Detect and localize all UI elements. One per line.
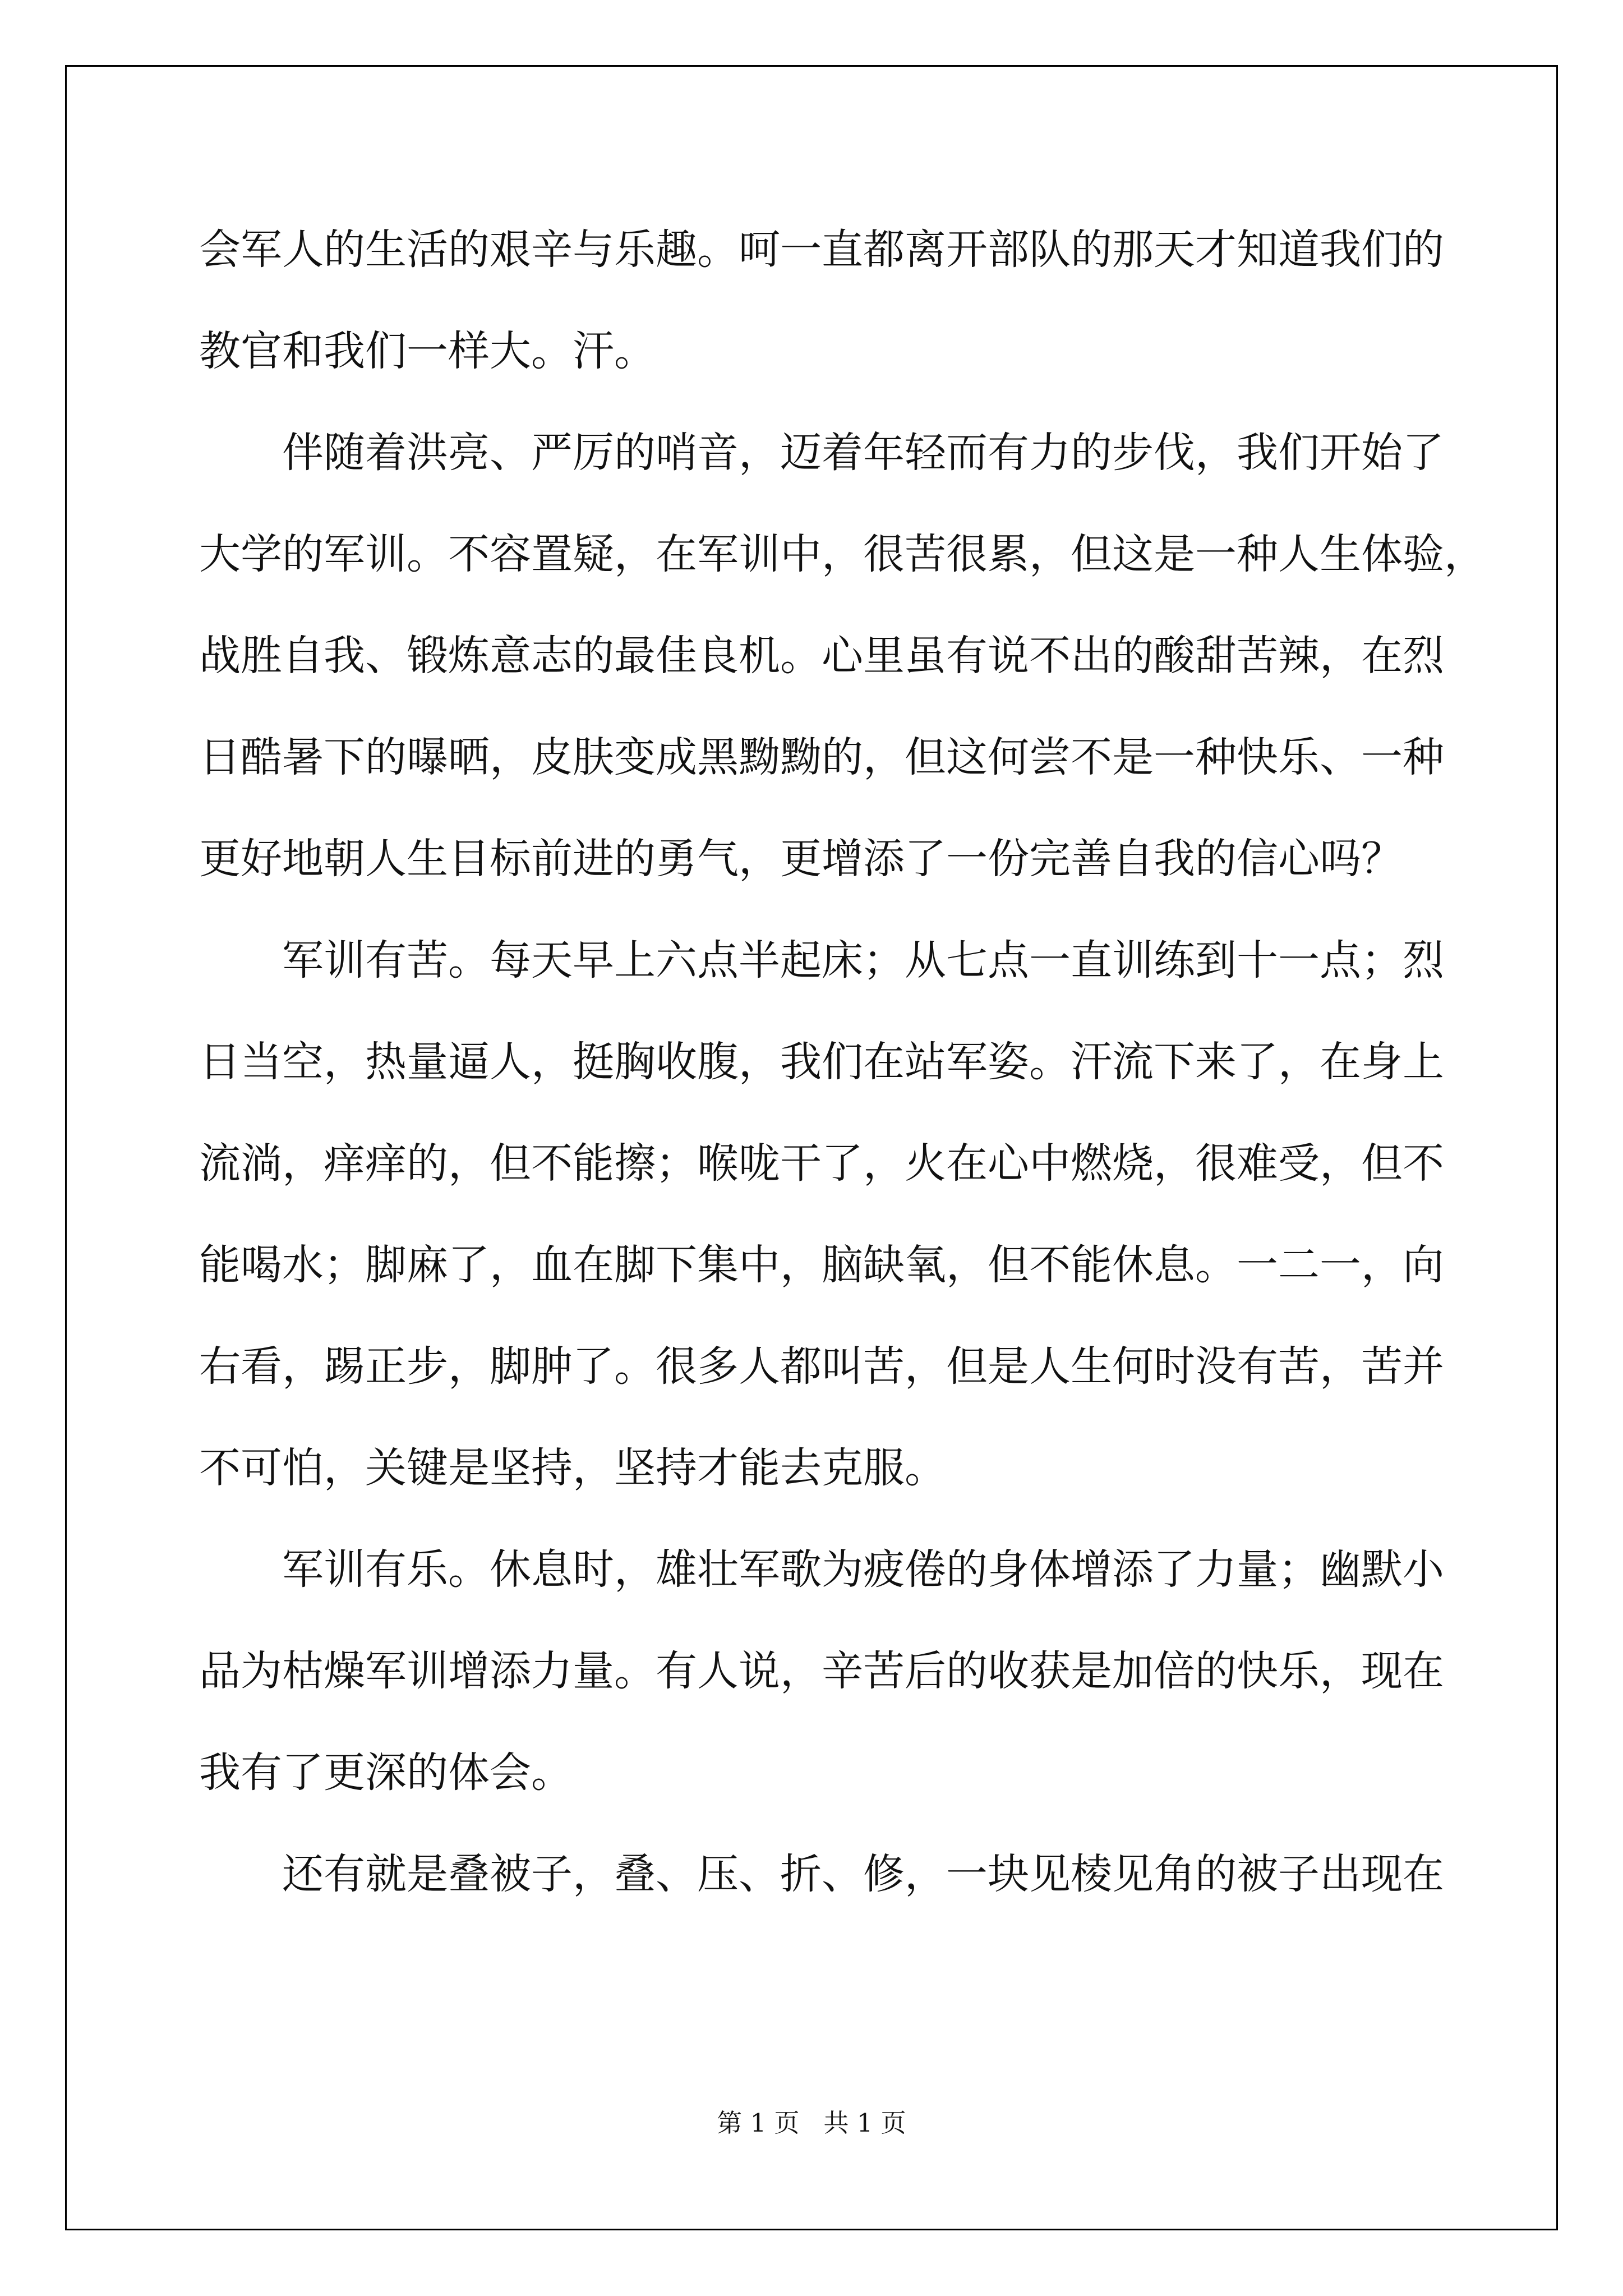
text-line: 能喝水；脚麻了，血在脚下集中，脑缺氧，但不能休息。一二一，向 xyxy=(199,1241,1444,1289)
document-body xyxy=(199,216,1486,1942)
text-line: 大学的军训。不容置疑，在军训中，很苦很累，但这是一种人生体验， xyxy=(199,530,1486,578)
text-line: 还有就是叠被子，叠、压、折、修，一块见棱见角的被子出现在 xyxy=(199,1850,1444,1898)
text-line: 右看，踢正步，脚肿了。很多人都叫苦，但是人生何时没有苦，苦并 xyxy=(199,1342,1444,1391)
text-line: 军训有乐。休息时，雄壮军歌为疲倦的身体增添了力量；幽默小 xyxy=(199,1545,1444,1594)
text-line: 日酷暑下的曝晒，皮肤变成黑黝黝的，但这何尝不是一种快乐、一种 xyxy=(199,733,1444,781)
text-line: 战胜自我、锻炼意志的最佳良机。心里虽有说不出的酸甜苦辣，在烈 xyxy=(199,632,1444,680)
text-line: 流淌，痒痒的，但不能擦；喉咙干了，火在心中燃烧，很难受，但不 xyxy=(199,1139,1444,1188)
text-line: 更好地朝人生目标前进的勇气，更增添了一份完善自我的信心吗？ xyxy=(199,835,1403,883)
text-line: 伴随着洪亮、严厉的哨音，迈着年轻而有力的步伐，我们开始了 xyxy=(199,429,1444,477)
page-number: 第 1 页 共 1 页 xyxy=(717,2108,906,2138)
text-line: 会军人的生活的艰辛与乐趣。呵一直都离开部队的那天才知道我们的 xyxy=(199,226,1444,274)
text-line: 日当空，热量逼人，挺胸收腹，我们在站军姿。汗流下来了，在身上 xyxy=(199,1038,1444,1086)
text-line: 品为枯燥军训增添力量。有人说，辛苦后的收获是加倍的快乐，现在 xyxy=(199,1647,1444,1695)
text-line: 军训有苦。每天早上六点半起床；从七点一直训练到十一点；烈 xyxy=(199,936,1444,984)
text-line: 不可怕，关键是坚持，坚持才能去克服。 xyxy=(199,1444,946,1492)
text-line: 我有了更深的体会。 xyxy=(199,1749,573,1797)
text-line: 教官和我们一样大。汗。 xyxy=(199,327,656,375)
